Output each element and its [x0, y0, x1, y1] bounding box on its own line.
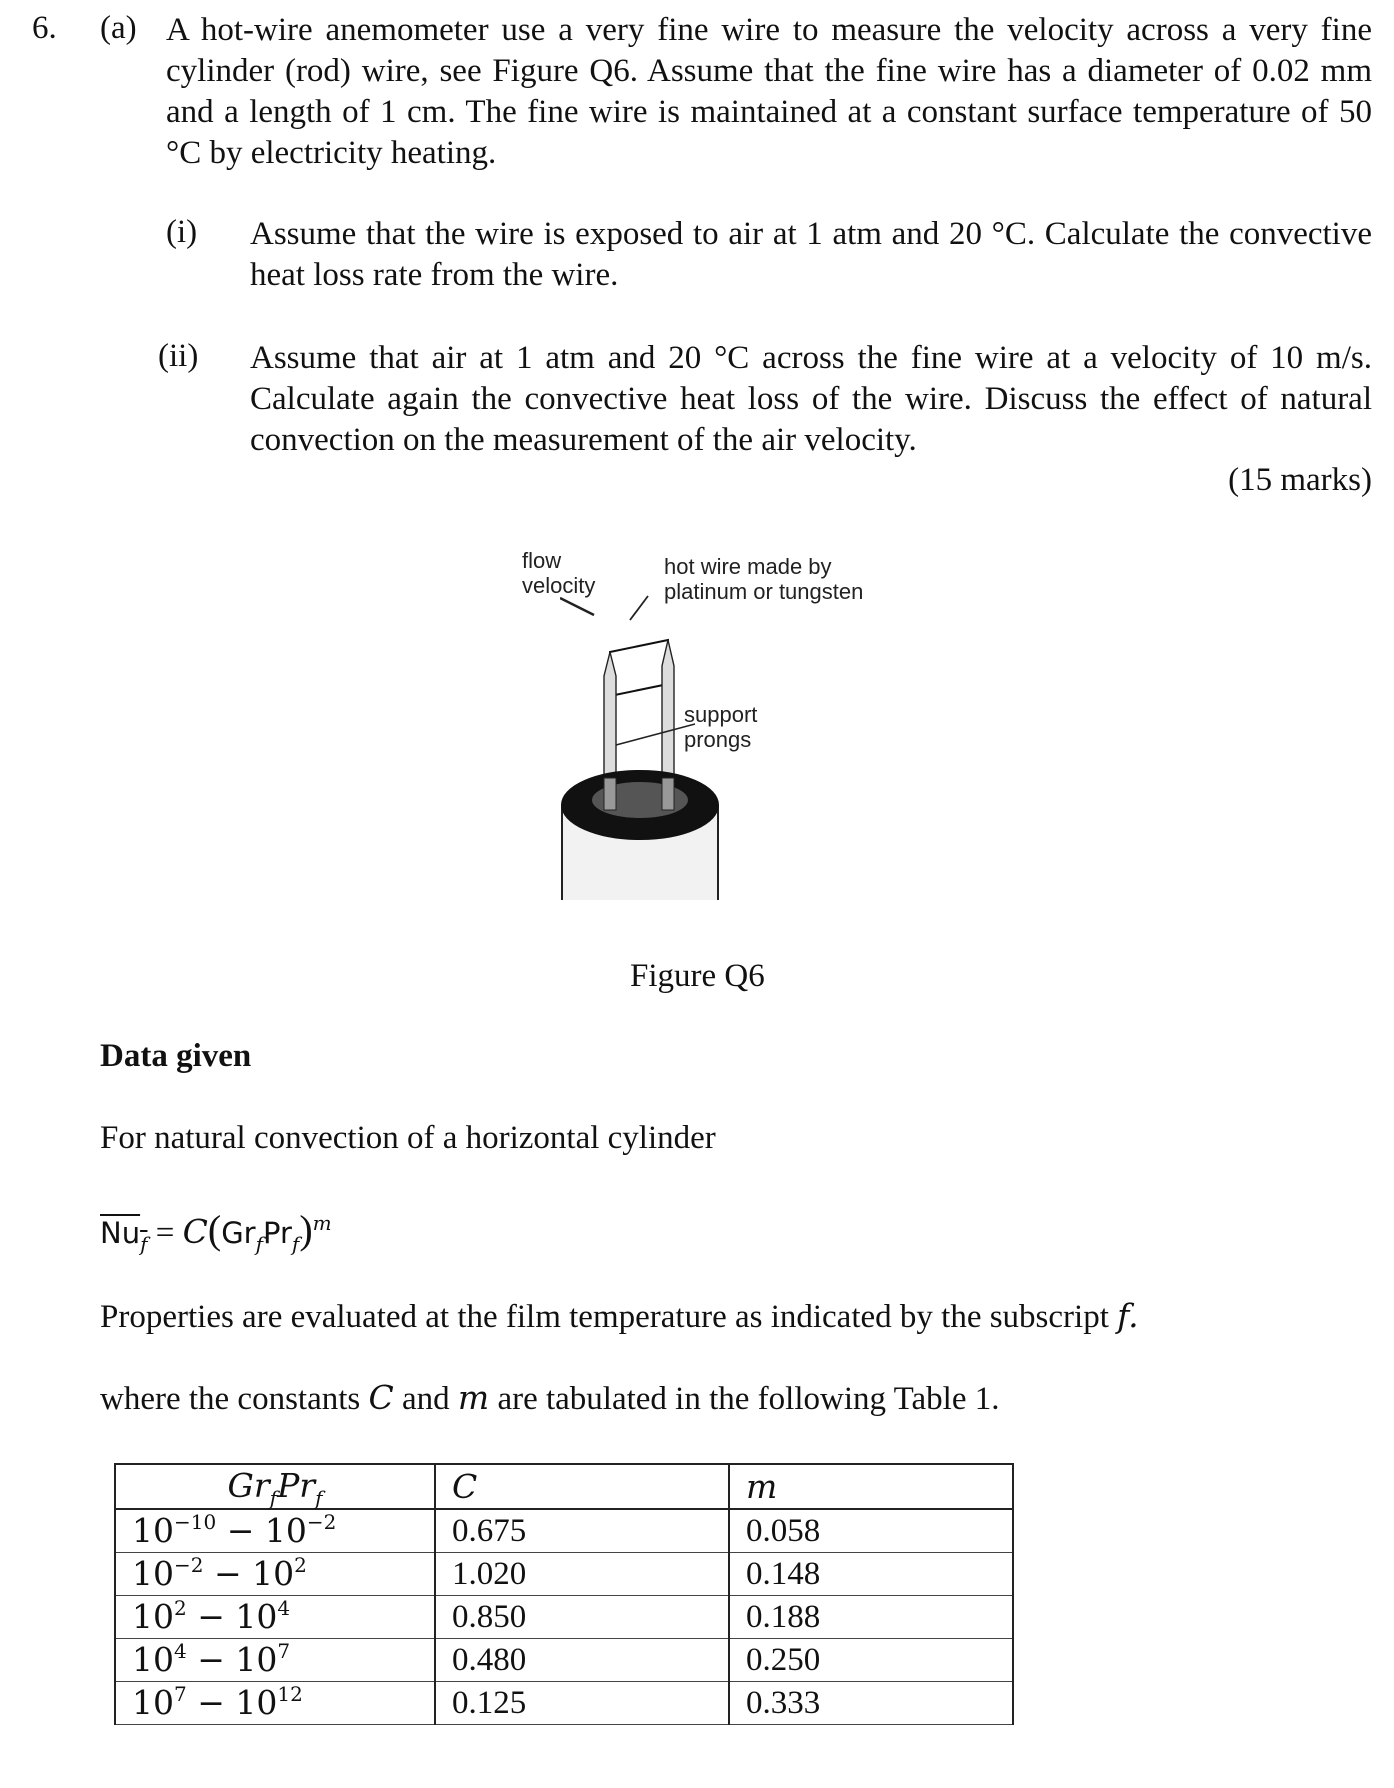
range-high-exp: −2: [306, 1510, 337, 1534]
range-cell: [115, 1639, 435, 1682]
hot-wire-label-line1: hot wire made by: [664, 554, 832, 579]
range-low-base: 10: [132, 1511, 174, 1550]
marks-label: (15 marks): [1228, 462, 1372, 498]
table-row: [115, 1639, 1013, 1682]
sub-ii-text: Assume that air at 1 atm and 20 °C across the fine wire at a velocity of 10 m/s. Calculate again the convective heat loss of the wire. Discuss the effect of natural convection on the measurement of the air velocity.: [250, 340, 1372, 458]
table-row: [115, 1553, 1013, 1596]
where-m: m: [457, 1378, 490, 1417]
m-value-cell: 0.188: [729, 1596, 1013, 1639]
range-high-base: 10: [252, 1554, 295, 1593]
hot-wire: [610, 640, 668, 696]
eq-c: C: [182, 1212, 208, 1251]
properties-text: Properties are evaluated at the film temperature as indicated by the subscript: [100, 1299, 1109, 1335]
range-dash: −: [186, 1640, 236, 1679]
sub-i-text: Assume that the wire is exposed to air at 1 atm and 20 °C. Calculate the convective heat loss rate from the wire.: [250, 216, 1372, 293]
range-high-base: 10: [235, 1640, 278, 1679]
range-cell: [115, 1682, 435, 1725]
c-value-cell: 0.480: [435, 1639, 729, 1682]
header-m: m: [729, 1464, 1013, 1509]
properties-note: [100, 1296, 1139, 1336]
m-value-cell: 0.333: [729, 1682, 1013, 1725]
c-value-cell: 0.675: [435, 1509, 729, 1553]
range-low-exp: −2: [174, 1553, 204, 1577]
range-high-base: 10: [264, 1511, 307, 1550]
range-dash: −: [203, 1554, 253, 1593]
properties-subscript: f.: [1117, 1296, 1139, 1335]
header-grpr: [115, 1464, 435, 1509]
flow-label-line1: flow: [522, 548, 562, 573]
where-constants: [100, 1378, 999, 1418]
range-high-exp: 7: [277, 1639, 291, 1663]
where-c: C: [368, 1378, 394, 1417]
header-gr-sub: f: [269, 1486, 278, 1510]
left-prong: [604, 652, 616, 780]
range-high-base: 10: [235, 1597, 278, 1636]
eq-equals: =: [155, 1215, 175, 1251]
header-pr-sub: f: [315, 1486, 323, 1510]
range-dash: −: [186, 1597, 236, 1636]
nusselt-symbol: [100, 1216, 148, 1256]
eq-pr: Pr: [263, 1216, 292, 1250]
m-value-cell: 0.058: [729, 1509, 1013, 1553]
eq-pr-sub: f: [291, 1232, 300, 1256]
table-row: [115, 1509, 1013, 1553]
part-label: (a): [100, 10, 137, 46]
sub-ii-label: (ii): [158, 338, 199, 374]
eq-gr: Gr: [221, 1216, 256, 1250]
where-and: and: [402, 1381, 450, 1417]
range-low-exp: −10: [174, 1510, 217, 1534]
figure-caption: Figure Q6: [630, 958, 765, 994]
range-dash: −: [216, 1511, 265, 1550]
range-cell: [115, 1596, 435, 1639]
table-row: [115, 1682, 1013, 1725]
range-high-exp: 4: [277, 1596, 291, 1620]
c-value-cell: 0.850: [435, 1596, 729, 1639]
table-header-row: [115, 1464, 1013, 1509]
header-c: C: [435, 1464, 729, 1509]
range-low-base: 10: [132, 1683, 174, 1722]
natural-convection-text: For natural convection of a horizontal cylinder: [100, 1120, 716, 1156]
c-value-cell: 0.125: [435, 1682, 729, 1725]
range-high-exp: 12: [277, 1682, 303, 1706]
support-label-line1: support: [684, 702, 758, 727]
header-gr: Gr: [227, 1466, 270, 1505]
eq-exponent: m: [312, 1211, 332, 1235]
range-low-base: 10: [132, 1640, 174, 1679]
nusselt-equation: $Nu_f = C(Gr_fPr_f)^m$: [100, 1207, 332, 1256]
constants-table: [114, 1463, 1014, 1725]
range-low-exp: 4: [174, 1639, 187, 1663]
range-low-base: 10: [132, 1597, 174, 1636]
range-high-exp: 2: [294, 1553, 307, 1577]
where-text-2: are tabulated in the following Table 1.: [497, 1381, 1000, 1417]
hot-wire-label: [664, 554, 863, 604]
question-number: 6.: [32, 10, 57, 46]
right-prong: [662, 640, 674, 780]
range-high-base: 10: [235, 1683, 278, 1722]
flow-label-line2: velocity: [522, 573, 596, 598]
label-pointers: [560, 595, 680, 645]
range-cell: [115, 1509, 435, 1553]
eq-gr-sub: f: [255, 1232, 263, 1256]
table-row: [115, 1596, 1013, 1639]
range-cell: [115, 1553, 435, 1596]
hot-wire-label-line2: platinum or tungsten: [664, 579, 864, 604]
sub-i-label: (i): [166, 214, 198, 250]
range-low-exp: 2: [174, 1596, 187, 1620]
c-value-cell: 1.020: [435, 1553, 729, 1596]
range-dash: −: [186, 1683, 236, 1722]
m-value-cell: 0.250: [729, 1639, 1013, 1682]
eq-nu-sub: f: [140, 1232, 148, 1256]
where-text-1: where the constants: [100, 1381, 361, 1417]
part-a-text: A hot-wire anemometer use a very fine wire to measure the velocity across a very fine cylinder (rod) wire, see Figure Q6. Assume that the fine wire has a diameter of 0.02 mm and a length of 1 cm. The fine wire is maintained at a constant surface temperature of 50 °C by electricity heating.: [166, 12, 1372, 171]
flow-velocity-label: [522, 548, 595, 598]
header-pr: Pr: [277, 1466, 316, 1505]
m-value-cell: 0.148: [729, 1553, 1013, 1596]
eq-nu: Nu: [100, 1216, 141, 1250]
range-low-base: 10: [132, 1554, 174, 1593]
data-given-heading: Data given: [100, 1038, 252, 1074]
range-low-exp: 7: [174, 1682, 187, 1706]
support-label-line2: prongs: [684, 727, 752, 752]
support-prongs-label: [684, 702, 757, 752]
